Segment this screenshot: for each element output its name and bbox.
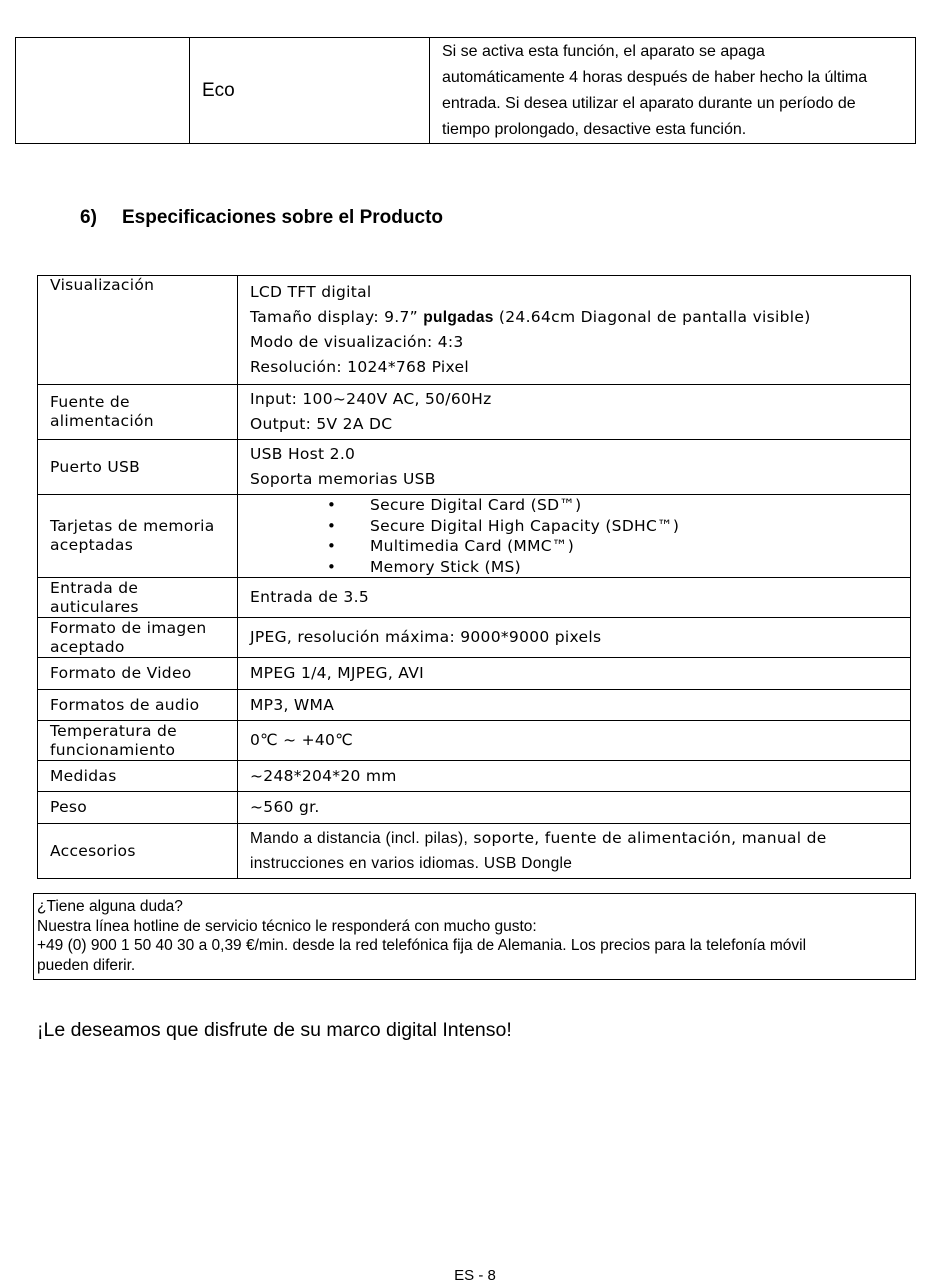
hotline-intro: Nuestra línea hotline de servicio técnico le responderá con mucho gusto: [37,917,537,935]
spec-value-text: Mando a distancia (incl. pilas), [250,830,469,847]
spec-row-visualizacion [38,276,911,385]
spec-row-auriculares [38,578,911,618]
list-item [250,516,898,537]
eco-description-line: entrada. Si desea utilizar el aparato durante un período de [442,94,856,112]
spec-value: MPEG 1/4, MJPEG, AVI [238,658,911,690]
list-item [250,495,898,516]
spec-row-tarjetas [38,495,911,578]
spec-label-line: Fuente de [50,393,130,411]
list-item [250,557,898,578]
spec-row-video [38,658,911,690]
section-number: 6) [80,207,97,228]
eco-function-table [15,37,916,144]
spec-label: Medidas [38,761,238,792]
eco-label: Eco [190,38,430,144]
hotline-phone-rates: +49 (0) 900 1 50 40 30 a 0,39 €/min. desde la red telefónica fija de Alemania. Los precios para la telefonía móvil [37,937,807,954]
spec-value [238,440,911,495]
spec-value: Entrada de 3.5 [238,578,911,618]
spec-value-line: Resolución: 1024*768 Pixel [250,358,469,376]
spec-label-line: aceptadas [50,536,134,554]
spec-value-line [250,305,898,330]
closing-message: ¡Le deseamos que disfrute de su marco digital Intenso! [37,1019,512,1041]
spec-label [38,721,238,761]
spec-value-line: instrucciones en varios idiomas. USB Dongle [250,855,573,872]
spec-label: Accesorios [38,824,238,879]
spec-value-text: Tamaño display: 9.7” [250,308,418,326]
spec-value-line: Soporta memorias USB [250,470,436,488]
list-item [250,536,898,557]
spec-value: 0℃ ~ +40℃ [238,721,911,761]
spec-label-line: auticulares [50,597,139,616]
list-item-text: Secure Digital Card (SD™) [370,496,582,514]
spec-value [238,276,911,385]
spec-value: JPEG, resolución máxima: 9000*9000 pixels [238,618,911,658]
spec-row-temperatura [38,721,911,761]
spec-value: MP3, WMA [238,690,911,721]
spec-value-line: LCD TFT digital [250,283,372,301]
spec-row-fuente [38,385,911,440]
spec-value-bold: pulgadas [423,309,494,326]
spec-value-line: Output: 5V 2A DC [250,415,393,433]
spec-value-line: Input: 100~240V AC, 50/60Hz [250,390,492,408]
spec-label: Visualización [38,276,238,385]
spec-label-line: Tarjetas de memoria [50,517,215,535]
spec-value: ~248*204*20 mm [238,761,911,792]
spec-value-text: (24.64cm Diagonal de pantalla visible) [498,308,811,326]
spec-label [38,618,238,658]
spec-value: ~560 gr. [238,792,911,824]
hotline-info-box [33,893,916,980]
page-number: ES - 8 [454,1267,496,1284]
spec-label-line: alimentación [50,412,154,430]
spec-label: Formato de Video [38,658,238,690]
spec-row-medidas [38,761,911,792]
spec-row-accesorios [38,824,911,879]
spec-row-usb [38,440,911,495]
spec-value [238,824,911,879]
spec-value [238,385,911,440]
eco-description-line: tiempo prolongado, desactive esta función. [442,120,747,138]
spec-label [38,578,238,618]
spec-label-line: Temperatura de [50,721,177,740]
spec-label: Formatos de audio [38,690,238,721]
spec-row-audio [38,690,911,721]
spec-label: Peso [38,792,238,824]
spec-label-line: aceptado [50,637,125,656]
spec-row-imagen [38,618,911,658]
spec-label-line: funcionamiento [50,740,176,759]
eco-description [430,38,916,144]
spec-row-peso [38,792,911,824]
eco-empty-cell [16,38,190,144]
spec-label-line: Entrada de [50,578,139,597]
spec-value [238,495,911,578]
list-item-text: Memory Stick (MS) [370,557,522,576]
section-heading [80,207,443,229]
spec-label [38,495,238,578]
spec-value-line [250,826,898,851]
product-specifications-table [37,275,911,879]
hotline-question: ¿Tiene alguna duda? [37,898,183,915]
spec-label: Puerto USB [38,440,238,495]
spec-value-text: soporte, fuente de alimentación, manual de [473,829,827,847]
eco-description-line: automáticamente 4 horas después de haber hecho la última [442,68,868,86]
eco-description-line: Si se activa esta función, el aparato se apaga [442,42,765,60]
spec-value-line: USB Host 2.0 [250,445,356,463]
memory-card-list [250,495,898,577]
spec-label [38,385,238,440]
hotline-note: pueden diferir. [37,956,136,974]
spec-value-line: Modo de visualización: 4:3 [250,333,464,351]
spec-label-line: Formato de imagen [50,618,207,637]
list-item-text: Multimedia Card (MMC™) [370,537,575,555]
list-item-text: Secure Digital High Capacity (SDHC™) [370,516,680,535]
section-title: Especificaciones sobre el Producto [122,207,443,228]
